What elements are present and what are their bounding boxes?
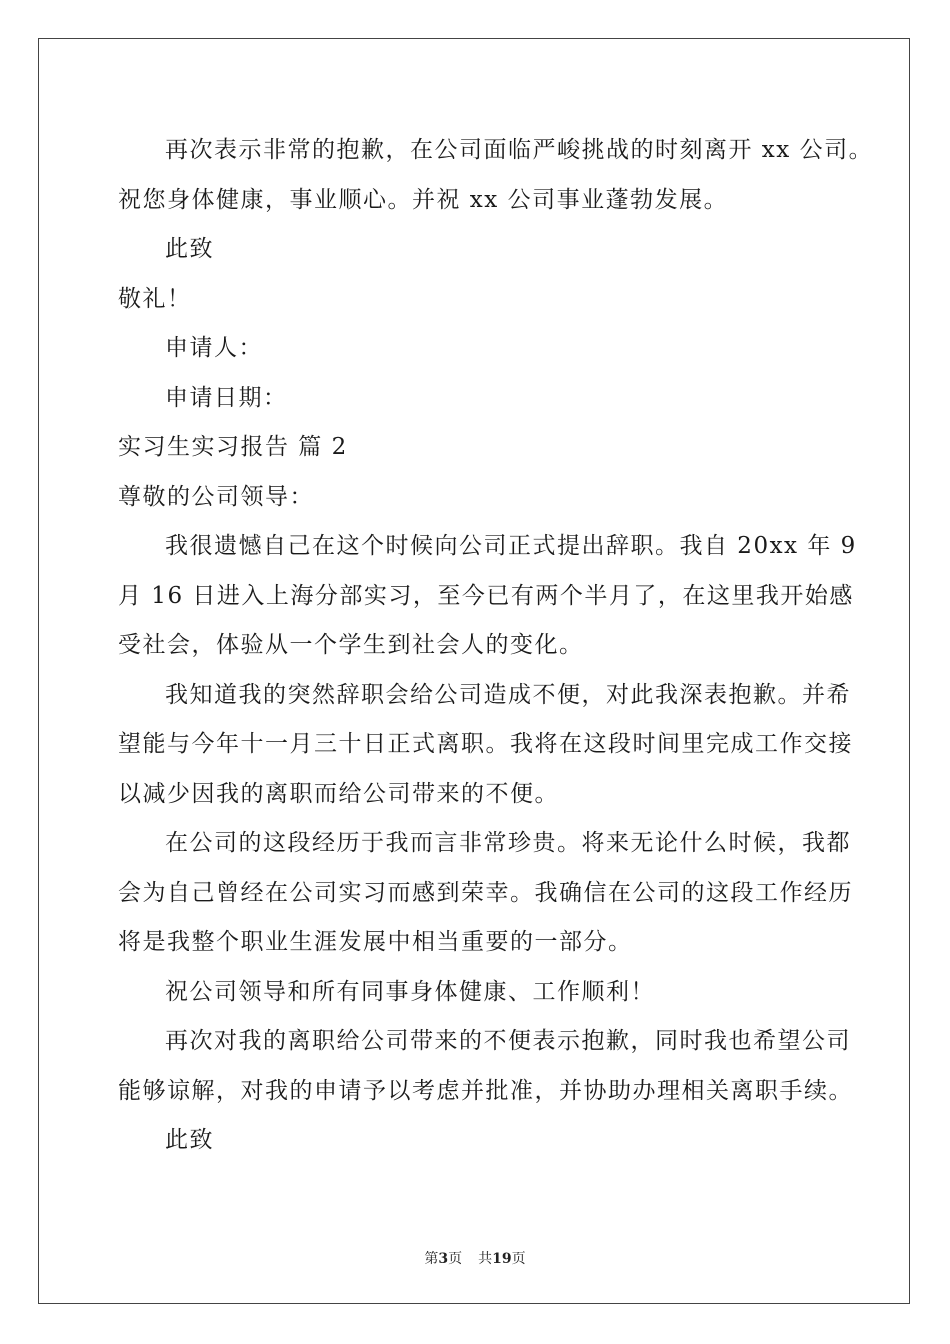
body-line: 祝公司领导和所有同事身体健康、工作顺利！ bbox=[165, 978, 655, 1005]
body-line: 在公司的这段经历于我而言非常珍贵。将来无论什么时候，我都 bbox=[165, 830, 851, 856]
total-suffix: 页 bbox=[511, 1251, 526, 1267]
body-line: 受社会，体验从一个学生到社会人的变化。 bbox=[118, 632, 584, 658]
body-line: 我很遗憾自己在这个时候向公司正式提出辞职。我自 20xx 年 9 bbox=[165, 533, 857, 559]
body-line: 祝您身体健康，事业顺心。并祝 xx 公司事业蓬勃发展。 bbox=[118, 186, 729, 213]
body-line: 月 16 日进入上海分部实习，至今已有两个半月了，在这里我开始感 bbox=[118, 582, 854, 609]
body-line: 将是我整个职业生涯发展中相当重要的一部分。 bbox=[118, 929, 633, 955]
application-date-label: 申请日期： bbox=[165, 384, 288, 411]
page-prefix: 第 bbox=[424, 1251, 439, 1267]
section-heading: 实习生实习报告 篇 2 bbox=[118, 434, 348, 460]
greeting: 尊敬的公司领导： bbox=[118, 483, 314, 510]
body-line: 再次对我的离职给公司带来的不便表示抱歉，同时我也希望公司 bbox=[165, 1028, 851, 1054]
body-line: 能够谅解，对我的申请予以考虑并批准，并协助办理相关离职手续。 bbox=[118, 1077, 853, 1104]
page-suffix: 页 bbox=[448, 1251, 463, 1267]
applicant-label: 申请人： bbox=[165, 335, 263, 361]
body-line: 我知道我的突然辞职会给公司造成不便，对此我深表抱歉。并希 bbox=[165, 681, 851, 708]
body-line: 望能与今年十一月三十日正式离职。我将在这段时间里完成工作交接 bbox=[118, 731, 853, 757]
document-body bbox=[118, 126, 874, 1166]
total-prefix: 共 bbox=[478, 1251, 493, 1267]
body-line: 会为自己曾经在公司实习而感到荣幸。我确信在公司的这段工作经历 bbox=[118, 879, 853, 906]
closing-salutation: 此致 bbox=[165, 1127, 214, 1153]
body-line: 再次表示非常的抱歉，在公司面临严峻挑战的时刻离开 xx 公司。 bbox=[165, 137, 874, 163]
body-line: 以减少因我的离职而给公司带来的不便。 bbox=[118, 780, 559, 807]
page-number: 3 bbox=[438, 1251, 449, 1267]
total-pages: 19 bbox=[492, 1251, 512, 1267]
closing-regards: 敬礼！ bbox=[118, 285, 192, 312]
closing-salutation: 此致 bbox=[165, 236, 214, 262]
page-footer bbox=[0, 1248, 950, 1268]
